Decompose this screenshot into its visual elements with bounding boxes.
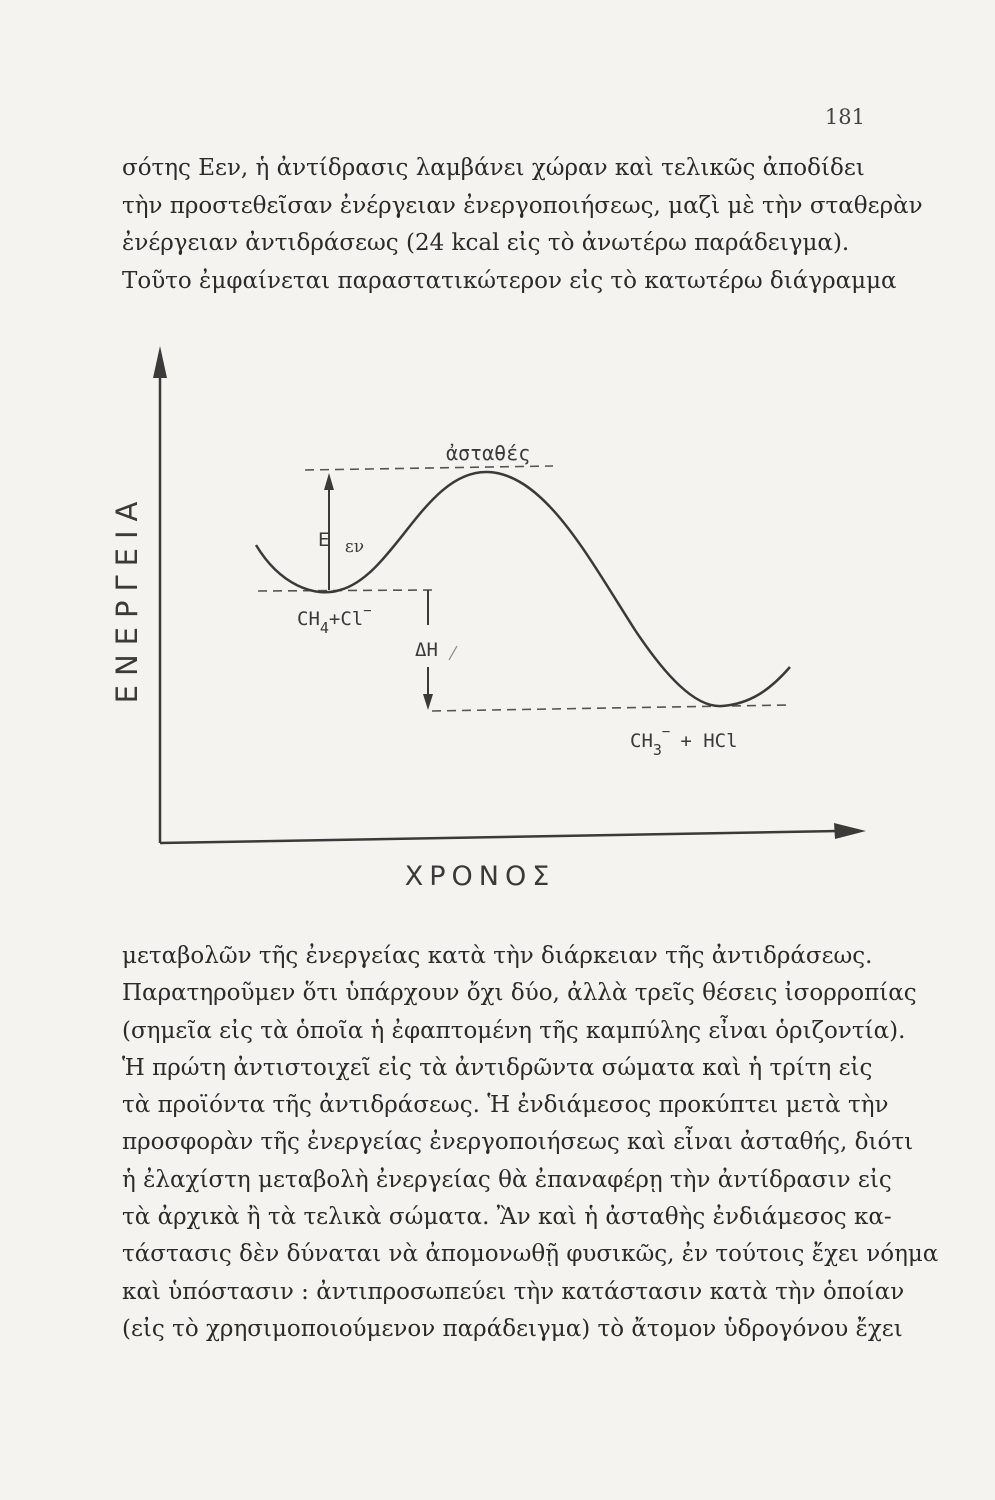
transition-state-label: ἀσταθές <box>446 441 531 465</box>
y-axis-arrow-icon <box>153 346 167 378</box>
text-line: ἡ ἐλαχίστη μεταβολὴ ἐνεργείας θὰ ἐπαναφέρῃ τὴν ἀντίδρασιν εἰς <box>122 1166 892 1193</box>
x-axis-title: ΧΡΟΝΟΣ <box>404 861 556 892</box>
reactant-level-line <box>258 590 432 591</box>
delta-h-label: ΔH <box>415 639 438 661</box>
products-label: $CH_3^-$ + HCl <box>630 724 738 759</box>
activation-energy-label: E εν <box>318 529 365 557</box>
delta-h-tick <box>449 646 457 660</box>
x-axis-arrow-icon <box>834 823 866 839</box>
energy-curve <box>256 472 790 706</box>
text-line: (σημεῖα εἰς τὰ ὁποῖα ἡ ἐφαπτομένη τῆς καμπύλης εἶναι ὁριζοντία). <box>122 1017 906 1044</box>
text-line: τάστασις δὲν δύναται νὰ ἀπομονωθῇ φυσικῶς, ἐν τούτοις ἔχει νόημα <box>122 1241 939 1268</box>
text-line: (εἰς τὸ χρησιμοποιούμενον παράδειγμα) τὸ ἄτομον ὑδρογόνου ἔχει <box>122 1315 903 1342</box>
text-line: καὶ ὑπόστασιν : ἀντιπροσωπεύει τὴν κατάστασιν κατὰ τὴν ὁποίαν <box>122 1278 905 1305</box>
text-line: μεταβολῶν τῆς ἐνεργείας κατὰ τὴν διάρκειαν τῆς ἀντιδράσεως. <box>122 943 873 969</box>
transition-level-line <box>305 466 553 470</box>
text-line: Ἡ πρώτη ἀντιστοιχεῖ εἰς τὰ ἀντιδρῶντα σώματα καὶ ἡ τρίτη εἰς <box>122 1054 873 1081</box>
product-level-line <box>432 705 790 711</box>
page-number: 181 <box>824 105 865 129</box>
text-line: προσφορὰν τῆς ἐνεργείας ἐνεργοποιήσεως καὶ εἶναι ἀσταθής, διότι <box>122 1129 914 1156</box>
reactants-label: $CH_4+Cl^-$ <box>297 603 372 637</box>
text-line: Τοῦτο ἐμφαίνεται παραστατικώτερον εἰς τὸ κατωτέρω διάγραμμα <box>122 267 897 294</box>
x-axis <box>160 831 838 843</box>
delta-h-arrow-icon <box>423 694 433 710</box>
text-line: Παρατηροῦμεν ὅτι ὑπάρχουν ὄχι δύο, ἀλλὰ τρεῖς θέσεις ἰσορροπίας <box>122 980 917 1007</box>
text-line: τὰ ἀρχικὰ ἢ τὰ τελικὰ σώματα. Ἂν καὶ ἡ ἀσταθὴς ἐνδιάμεσος κα- <box>122 1204 892 1231</box>
text-line: ἐνέργειαν ἀντιδράσεως (24 kcal εἰς τὸ ἀνωτέρω παράδειγμα). <box>122 230 850 256</box>
y-axis-title: ΕΝΕΡΓΕΙΑ <box>110 492 144 704</box>
text-line: σότης Eεν, ἡ ἀντίδρασις λαμβάνει χώραν καὶ τελικῶς ἀποδίδει <box>122 155 865 181</box>
bottom-paragraph <box>122 938 939 1348</box>
activation-arrow-icon <box>324 473 334 490</box>
text-line: τὴν προστεθεῖσαν ἐνέργειαν ἐνεργοποιήσεως, μαζὶ μὲ τὴν σταθερὰν <box>122 192 923 219</box>
text-line: τὰ προϊόντα τῆς ἀντιδράσεως. Ἡ ἐνδιάμεσος προκύπτει μετὰ τὴν <box>122 1092 889 1119</box>
